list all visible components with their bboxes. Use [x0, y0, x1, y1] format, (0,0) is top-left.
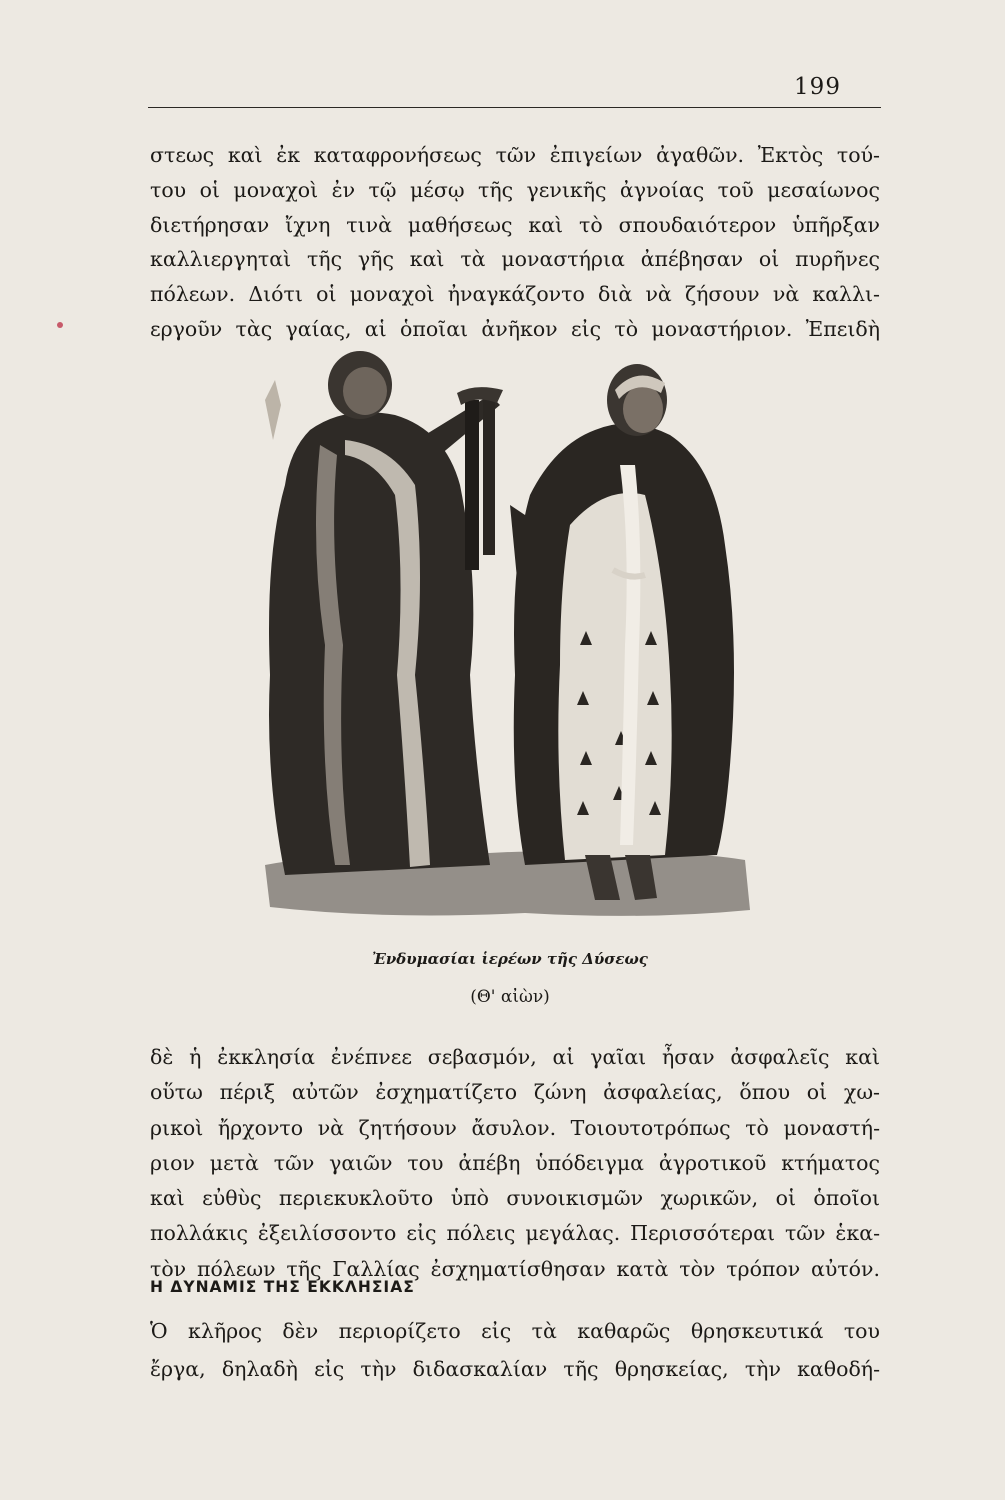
section-heading: Η ΔΥΝΑΜΙΣ ΤΗΣ ΕΚΚΛΗΣΙΑΣ	[150, 1278, 415, 1296]
left-cleric-figure	[265, 351, 503, 875]
text-line: του οἱ μοναχοὶ ἐν τῷ μέσῳ τῆς γενικῆς ἀγνοίας τοῦ μεσαίωνος	[150, 177, 880, 202]
text-line: δὲ ἡ ἐκκλησία ἐνέπνεε σεβασμόν, αἱ γαῖαι ἦσαν ἀσφαλεῖς καὶ	[150, 1045, 880, 1069]
text-line: καλλιεργηταὶ τῆς γῆς καὶ τὰ μοναστήρια ἀπέβησαν οἱ πυρῆνες	[150, 247, 880, 272]
text-line: τὸν πόλεων τῆς Γαλλίας ἐσχηματίσθησαν κατὰ τὸν τρόπον αὐτόν.	[150, 1256, 880, 1281]
paragraph-final	[150, 1312, 880, 1388]
text-line: εργοῦν τὰς γαίας, αἱ ὁποῖαι ἀνῆκον εἰς τὸ μοναστήριον. Ἐπειδὴ	[150, 316, 880, 341]
header-rule	[148, 107, 881, 108]
text-line: οὕτω πέριξ αὐτῶν ἐσχηματίζετο ζώνη ἀσφαλείας, ὅπου οἱ χω-	[150, 1080, 880, 1105]
text-line: διετήρησαν ἴχνη τινὰ μαθήσεως καὶ τὸ σπουδαιότερον ὑπῆρξαν	[150, 212, 880, 237]
paragraph-bottom	[150, 1040, 880, 1287]
figure-caption-title: Ἐνδυμασίαι ἱερέων τῆς Δύσεως	[372, 950, 648, 968]
text-line: πόλεων. Διότι οἱ μοναχοὶ ἠναγκάζοντο διὰ νὰ ζήσουν νὰ καλλι-	[150, 282, 880, 307]
figure-caption-century: (Θ' αἰὼν)	[470, 987, 550, 1007]
clerics-illustration	[225, 345, 770, 945]
text-line: στεως καὶ ἐκ καταφρονήσεως τῶν ἐπιγείων ἀγαθῶν. Ἐκτὸς τού-	[150, 143, 880, 167]
right-cleric-figure	[510, 364, 734, 900]
text-line: καὶ εὐθὺς περιεκυκλοῦτο ὑπὸ συνοικισμῶν χωρικῶν, οἱ ὁποῖοι	[150, 1186, 880, 1211]
text-line: Ὁ κλῆρος δὲν περιορίζετο εἰς τὰ καθαρῶς θρησκευτικά του	[150, 1319, 880, 1343]
margin-mark	[57, 322, 63, 328]
page-number: 199	[794, 74, 841, 100]
paragraph-top	[150, 138, 880, 347]
text-line: ρικοὶ ἤρχοντο νὰ ζητήσουν ἄσυλον. Τοιουτοτρόπως τὸ μοναστή-	[150, 1115, 880, 1140]
text-line: ριον μετὰ τῶν γαιῶν του ἀπέβη ὑπόδειγμα ἀγροτικοῦ κτήματος	[150, 1150, 880, 1175]
text-line: πολλάκις ἐξειλίσσοντο εἰς πόλεις μεγάλας. Περισσότεραι τῶν ἑκα-	[150, 1221, 880, 1246]
text-line: ἔργα, δηλαδὴ εἰς τὴν διδασκαλίαν τῆς θρησκείας, τὴν καθοδή-	[150, 1357, 880, 1381]
